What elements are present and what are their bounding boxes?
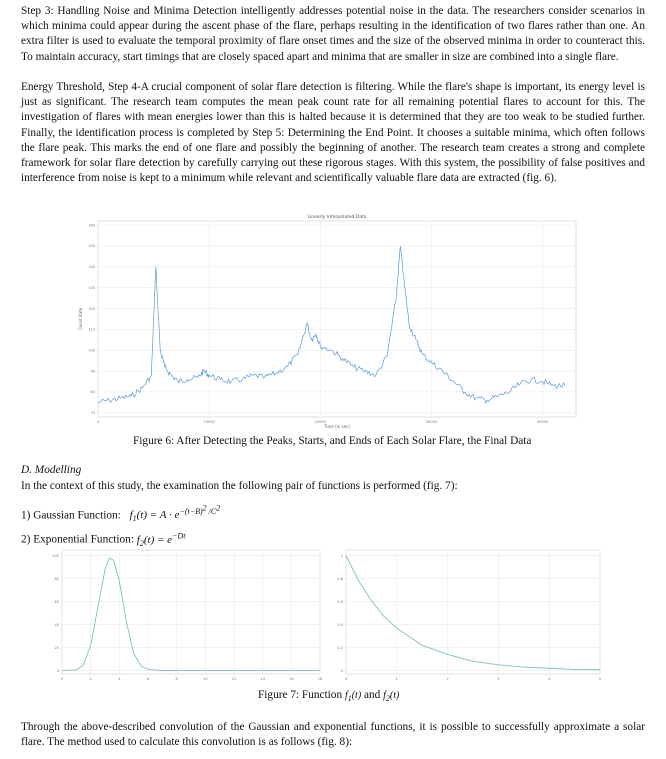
y-tick-label: 110 xyxy=(88,327,95,332)
gaussian-item xyxy=(21,501,220,527)
exponential-equation: $f_2(t) = e^{-Dt}$ xyxy=(136,531,186,548)
y-tick-label: 160 xyxy=(88,223,95,228)
y-tick-label: 80 xyxy=(54,576,59,581)
x-tick-label: 12 xyxy=(231,677,237,681)
y-tick-label: 140 xyxy=(88,265,95,270)
x-tick-label: 0 xyxy=(60,677,64,681)
x-tick-label: 3 xyxy=(497,677,500,681)
y-tick-label: 80 xyxy=(90,390,95,395)
x-axis-label: Time (in sec) xyxy=(324,424,350,429)
y-tick-label: 60 xyxy=(54,599,59,604)
y-tick-label: 40 xyxy=(54,622,59,627)
x-tick-label: 40000 xyxy=(537,420,549,424)
y-tick-label: 1 xyxy=(340,553,343,558)
x-tick-label: 10000 xyxy=(203,420,215,424)
figure6-caption: Figure 6: After Detecting the Peaks, Starts, and Ends of Each Solar Flare, the Final Data xyxy=(133,435,532,447)
x-tick-label: 30000 xyxy=(425,420,438,424)
modelling-intro: In the context of this study, the examination the following pair of functions is performed (fig. 7): xyxy=(21,480,458,492)
x-tick-label: 2 xyxy=(89,677,92,681)
y-tick-label: 120 xyxy=(88,306,95,311)
figure7-caption-and: and xyxy=(364,689,381,701)
section-heading: D. Modelling xyxy=(21,464,82,476)
x-tick-label: 6 xyxy=(146,677,150,681)
chart-title: Linearly Interpolated Data xyxy=(307,215,367,220)
x-tick-label: 14 xyxy=(260,677,265,681)
y-tick-label: 90 xyxy=(90,369,95,374)
y-tick-label: 150 xyxy=(88,244,95,249)
y-tick-label: 70 xyxy=(90,411,95,416)
figure7-right-chart xyxy=(336,546,604,682)
y-tick-label: 0 xyxy=(56,668,59,673)
y-tick-label: 0.4 xyxy=(337,622,343,627)
x-tick-label: 16 xyxy=(289,677,294,681)
x-tick-label: 0 xyxy=(344,677,348,681)
x-tick-label: 1 xyxy=(395,677,398,681)
step3-paragraph: Step 3: Handling Noise and Minima Detection intelligently addresses potential noise in the data. The researchers consider scenarios in which minima could appear during the ascent phase of the flare, perhaps resulting in the identification of two flares rather than one. An extra filter is used to evaluate the temporal proximity of flare onset times and the size of the observed minima in order to counteract this. To maintain accuracy, start timings that are closely spaced apart and minima that are smaller in size are combined into a single flare. xyxy=(21,5,645,63)
x-tick-label: 0 xyxy=(96,420,100,424)
gaussian-equation: $f_1(t) = A \cdot e^{-(t-B)^2 /C^2}$ xyxy=(129,503,221,524)
x-tick-label: 2 xyxy=(446,677,449,681)
y-tick-label: 20 xyxy=(54,645,59,650)
plot-area xyxy=(346,550,600,674)
gaussian-label: 1) Gaussian Function: xyxy=(21,509,121,522)
y-tick-label: 130 xyxy=(88,285,95,290)
y-tick-label: 0.2 xyxy=(337,645,343,650)
x-tick-label: 4 xyxy=(548,677,551,681)
x-tick-label: 5 xyxy=(598,677,602,681)
y-tick-label: 100 xyxy=(52,553,59,558)
y-tick-label: 0.8 xyxy=(337,576,343,581)
plot-area xyxy=(62,550,320,674)
x-tick-label: 8 xyxy=(175,677,178,681)
x-tick-label: 10 xyxy=(203,677,208,681)
y-tick-label: 0.6 xyxy=(337,599,343,604)
y-tick-label: 0 xyxy=(340,668,343,673)
x-tick-label: 18 xyxy=(317,677,323,681)
figure7-caption: Figure 7: Function $f_1(t)$ and $f_2(t)$ xyxy=(258,689,400,703)
energy-paragraph: Energy Threshold, Step 4-A crucial component of solar flare detection is filtering. While the flare's shape is important, its energy level is just as significant. The research team computes the mean peak count rate for all remaining potential flares to account for this. The investigation of flares with mean energies lower than this is halted because it is determined that they are too weak to be studied further. Finally, the identification process is completed by Step 5: Determining the End Point. It chooses a suitable minima, which often follows the flare peak. This marks the end of one flare and possibly the beginning of another. The research team creates a strong and complete framework for solar flare detection by carefully carrying out these rigorous stages. With this system, the possibility of false positives and interference from noise is kept to a minimum while relevant and scientifically valuable flare data are extracted (fig. 6). xyxy=(21,81,645,185)
closing-paragraph: Through the above-described convolution of the Gaussian and exponential functions, it is possible to successfully approximate a solar flare. The method used to calculate this convolution is as follows (fig. 8): xyxy=(21,721,645,749)
y-tick-label: 100 xyxy=(88,348,95,353)
x-tick-label: 20000 xyxy=(314,420,326,424)
plot-area xyxy=(98,221,576,417)
figure6-chart xyxy=(80,211,586,433)
figure7-left-chart xyxy=(52,546,324,682)
x-tick-label: 4 xyxy=(118,677,121,681)
exponential-label: 2) Exponential Function: xyxy=(21,533,134,546)
y-axis-label: Count Rate xyxy=(78,307,83,331)
figure7-caption-prefix: Figure 7: Function xyxy=(258,689,343,701)
